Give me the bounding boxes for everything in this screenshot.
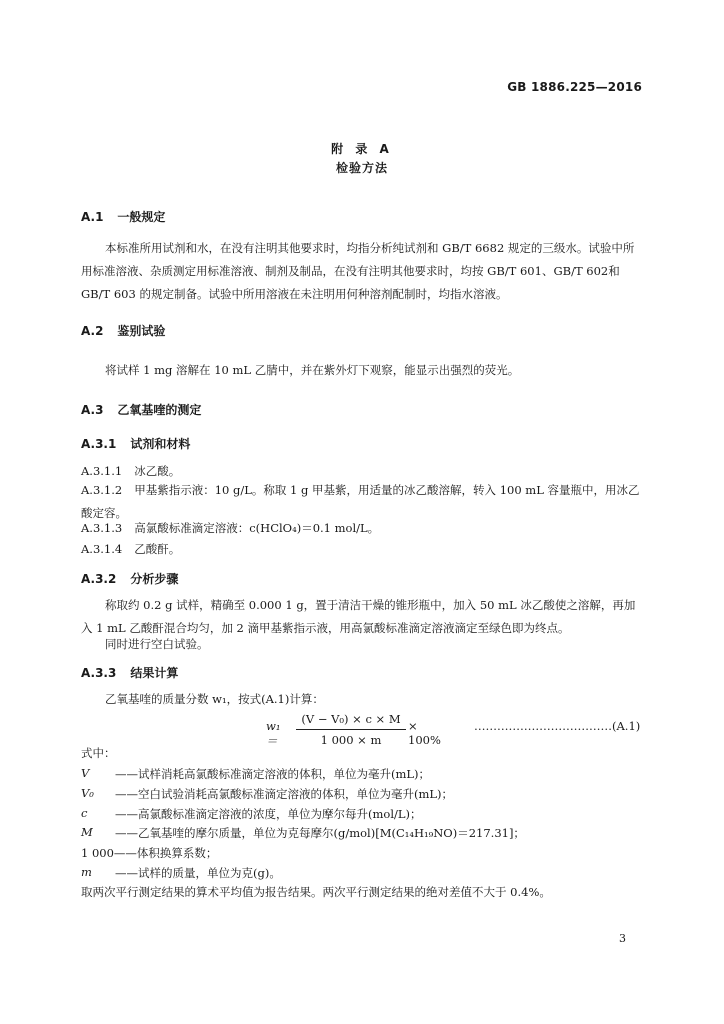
formula-reference: ………………………………(A.1)	[474, 719, 641, 733]
result-conclusion: 取两次平行测定结果的算术平均值为报告结果。两次平行测定结果的绝对差值不大于 0.4%。	[81, 885, 551, 899]
procedure-paragraph: 称取约 0.2 g 试样，精确至 0.000 1 g，置于清洁干燥的锥形瓶中，加入 50 mL 冰乙酸使之溶解，再加入 1 mL 乙酸酐混合均匀，加 2 滴甲基紫指示液，用高氯酸标准滴定溶液滴定至绿色即为终点。	[81, 598, 636, 635]
section-number: A.3.3	[81, 666, 117, 680]
section-heading-a33	[81, 664, 178, 681]
variable-description: ——空白试验消耗高氯酸标准滴定溶液的体积，单位为毫升(mL)；	[115, 787, 454, 801]
appendix-subtitle: 检验方法	[335, 161, 388, 175]
reagent-item	[81, 520, 379, 536]
conversion-factor-line: 1 000——体积换算系数；	[81, 846, 218, 860]
formula-factor: × 100%	[408, 719, 441, 747]
section-title: 分析步骤	[130, 572, 179, 586]
section-title: 试剂和材料	[130, 437, 191, 451]
variable-description: ——试样的质量，单位为克(g)。	[115, 866, 281, 880]
variable-symbol: m	[81, 865, 92, 879]
reagent-text: 高氯酸标准滴定溶液：c(HClO₄)＝0.1 mol/L。	[134, 521, 380, 535]
variable-symbol: V	[81, 766, 90, 780]
variable-symbol: M	[81, 825, 93, 839]
section-number: A.3.2	[81, 572, 117, 586]
identification-paragraph: 将试样 1 mg 溶解在 10 mL 乙腈中，并在紫外灯下观察，能显示出强烈的荧光。	[105, 363, 520, 377]
formula-lhs: w₁ ＝	[266, 719, 281, 748]
section-title: 乙氧基喹的测定	[117, 403, 202, 417]
blank-test-note: 同时进行空白试验。	[105, 637, 209, 651]
section-title: 鉴别试验	[117, 324, 166, 338]
formula-numerator: (V − V₀) × c × M	[301, 712, 401, 726]
section-heading-a1	[81, 208, 165, 225]
where-label: 式中：	[81, 746, 116, 760]
reagent-number: A.3.1.1	[81, 464, 123, 478]
variable-description: ——试样消耗高氯酸标准滴定溶液的体积，单位为毫升(mL)；	[115, 767, 431, 781]
reagent-number: A.3.1.4	[81, 542, 123, 556]
section-heading-a2	[81, 322, 165, 339]
section-title: 一般规定	[117, 210, 166, 224]
variable-symbol: c	[81, 806, 88, 820]
page-number: 3	[619, 932, 626, 945]
reagent-item	[81, 463, 180, 479]
section-title: 结果计算	[130, 666, 179, 680]
section-number: A.1	[81, 210, 104, 224]
calculation-intro: 乙氧基喹的质量分数 w₁，按式(A.1)计算：	[105, 692, 324, 706]
section-number: A.3	[81, 403, 104, 417]
variable-symbol: V₀	[81, 786, 94, 800]
formula-fraction	[296, 710, 406, 749]
general-rules-paragraph: 本标准所用试剂和水，在没有注明其他要求时，均指分析纯试剂和 GB/T 6682 规定的三级水。试验中所用标准溶液、杂质测定用标准溶液、制剂及制品，在没有注明其他要求时，均按 GB/T 601、GB/T 602和 GB/T 603 的规定制备。试验中所用溶液在未注明用何种溶剂配制时，均指水溶液。	[81, 241, 635, 301]
standard-number: GB 1886.225—2016	[507, 80, 642, 94]
variable-description: ——高氯酸标准滴定溶液的浓度，单位为摩尔每升(mol/L)；	[115, 807, 422, 821]
section-number: A.3.1	[81, 437, 117, 451]
reagent-number: A.3.1.2	[81, 483, 123, 497]
reagent-text: 甲基紫指示液：10 g/L。称取 1 g 甲基紫，用适量的冰乙酸溶解，转入 100 mL 容量瓶中，用冰乙酸定容。	[81, 483, 640, 520]
appendix-title: 附 录 A	[331, 142, 393, 156]
reagent-text: 乙酸酐。	[134, 542, 181, 556]
variable-description: ——乙氧基喹的摩尔质量，单位为克每摩尔(g/mol)[M(C₁₄H₁₉NO)＝217.31]；	[115, 826, 525, 840]
section-number: A.2	[81, 324, 104, 338]
section-heading-a31	[81, 435, 190, 452]
reagent-item	[81, 479, 641, 525]
formula-denominator: 1 000 × m	[320, 733, 382, 747]
section-heading-a32	[81, 570, 178, 587]
reagent-number: A.3.1.3	[81, 521, 123, 535]
fraction-bar	[296, 729, 406, 730]
reagent-item	[81, 541, 180, 557]
reagent-text: 冰乙酸。	[134, 464, 181, 478]
section-heading-a3	[81, 401, 201, 418]
